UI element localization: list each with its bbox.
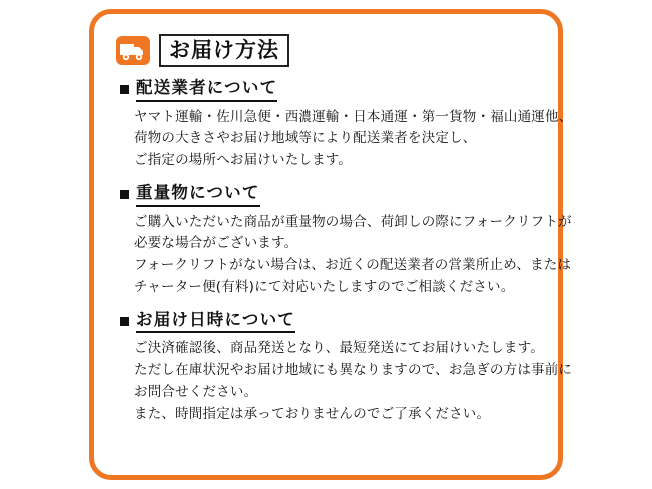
body-line: チャーター便(有料)にて対応いたしますのでご相談ください。 <box>134 279 515 296</box>
section-delivery-datetime <box>112 309 573 426</box>
section-carrier-head <box>120 77 540 101</box>
card-content <box>94 14 573 475</box>
section-heavy-goods-title: 重量物について <box>136 182 260 206</box>
body-line: フォークリフトがない場合は、お近くの配送業者の営業所止め、または <box>134 257 572 274</box>
body-line: ご指定の場所へお届けいたします。 <box>134 152 353 169</box>
body-line: ヤマト運輸・佐川急便・西濃運輸・日本通運・第一貨物・福山通運他、 <box>134 108 573 125</box>
body-line: 必要な場合がございます。 <box>134 235 298 252</box>
bullet-square-icon <box>120 317 129 326</box>
section-carrier-body <box>134 107 573 173</box>
delivery-truck-icon <box>116 36 150 65</box>
body-line: お問合せください。 <box>134 384 258 401</box>
body-line: ご購入いただいた商品が重量物の場合、荷卸しの際にフォークリフトが <box>134 213 572 230</box>
section-heavy-goods-head <box>120 182 540 206</box>
body-line: ご決済確認後、商品発送となり、最短発送にてお届けいたします。 <box>134 340 544 357</box>
body-line: また、時間指定は承っておりませんのでご了承ください。 <box>134 406 491 423</box>
section-delivery-datetime-body <box>134 338 573 425</box>
body-line: 荷物の大きさやお届け地域等により配送業者を決定し、 <box>134 130 477 147</box>
section-delivery-datetime-head <box>120 309 540 333</box>
card-title-box <box>159 34 289 67</box>
bullet-square-icon <box>120 190 129 199</box>
section-heavy-goods-body <box>134 212 572 299</box>
section-heavy-goods <box>112 182 572 299</box>
card-title: お届け方法 <box>169 38 279 62</box>
card-title-row <box>116 34 540 67</box>
bullet-square-icon <box>120 85 129 94</box>
section-delivery-datetime-title: お届け日時について <box>136 309 295 333</box>
delivery-info-card <box>89 9 573 480</box>
section-carrier <box>112 77 573 172</box>
body-line: ただし在庫状況やお届け地域にも異なりますので、お急ぎの方は事前に <box>134 362 573 379</box>
section-carrier-title: 配送業者について <box>136 77 277 101</box>
